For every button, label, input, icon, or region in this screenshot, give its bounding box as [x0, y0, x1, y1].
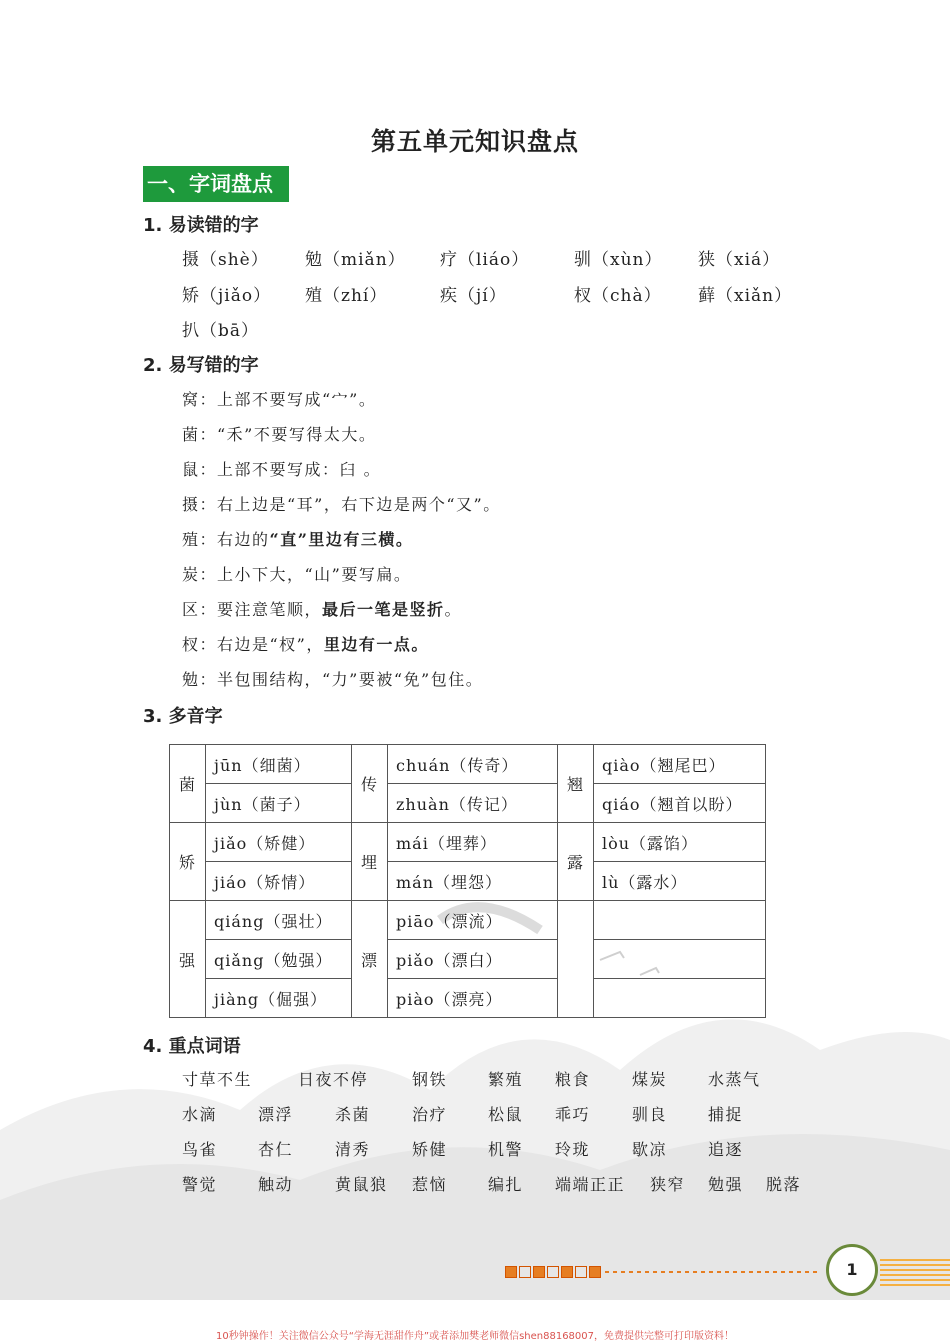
reading-item: 疾（jí） — [440, 286, 507, 306]
page-decoration — [505, 1266, 517, 1278]
poly-reading: qiáo（翘首以盼） — [594, 784, 766, 823]
writing-note: 菌：“禾”不要写得太大。 — [182, 425, 377, 444]
page-number: 1 — [826, 1244, 878, 1296]
poly-char: 露 — [558, 823, 594, 901]
reading-item: 扒（bā） — [182, 321, 260, 341]
key-word: 触动 — [258, 1175, 294, 1194]
reading-item: 摄（shè） — [182, 250, 269, 270]
reading-item: 殖（zhí） — [305, 286, 388, 306]
page-decoration — [880, 1256, 950, 1286]
poly-reading: jiàng（倔强） — [206, 979, 352, 1018]
page-decoration — [547, 1266, 559, 1278]
key-word: 杀菌 — [335, 1105, 371, 1124]
poly-reading: qiáng（强壮） — [206, 901, 352, 940]
key-word: 惹恼 — [412, 1175, 448, 1194]
key-word: 勉强 — [708, 1175, 744, 1194]
poly-char: 埋 — [352, 823, 388, 901]
key-word: 煤炭 — [632, 1070, 668, 1089]
key-word: 脱落 — [766, 1175, 802, 1194]
poly-char: 强 — [170, 901, 206, 1018]
key-word: 端端正正 — [555, 1175, 626, 1194]
key-word: 编扎 — [488, 1175, 524, 1194]
key-word: 机警 — [488, 1140, 524, 1159]
writing-note: 炭：上小下大，“山”要写扁。 — [182, 565, 412, 584]
poly-reading: jùn（菌子） — [206, 784, 352, 823]
reading-item: 藓（xiǎn） — [698, 286, 793, 306]
key-word: 寸草不生 — [182, 1070, 253, 1089]
reading-item: 驯（xùn） — [574, 250, 663, 270]
poly-empty — [594, 979, 766, 1018]
poly-reading: piāo（漂流） — [388, 901, 558, 940]
poly-reading: jiáo（矫情） — [206, 862, 352, 901]
poly-char: 矫 — [170, 823, 206, 901]
key-word: 繁殖 — [488, 1070, 524, 1089]
poly-reading: qiào（翘尾巴） — [594, 745, 766, 784]
reading-item: 杈（chà） — [574, 286, 662, 306]
poly-reading: lù（露水） — [594, 862, 766, 901]
poly-char: 漂 — [352, 901, 388, 1018]
poly-reading: jiǎo（矫健） — [206, 823, 352, 862]
page-title: 第五单元知识盘点 — [370, 127, 579, 156]
page-decoration — [519, 1266, 531, 1278]
subheading-key-words: 4. 重点词语 — [143, 1036, 241, 1057]
page-decoration — [533, 1266, 545, 1278]
key-word: 钢铁 — [412, 1070, 448, 1089]
writing-note: 区：要注意笔顺，最后一笔是竖折。 — [182, 600, 463, 619]
key-word: 驯良 — [632, 1105, 668, 1124]
poly-reading: mái（埋葬） — [388, 823, 558, 862]
reading-item: 疗（liáo） — [440, 250, 530, 270]
key-word: 漂浮 — [258, 1105, 294, 1124]
key-word: 鸟雀 — [182, 1140, 218, 1159]
poly-empty — [594, 940, 766, 979]
writing-note: 殖：右边的“直”里边有三横。 — [182, 530, 414, 549]
writing-note: 杈：右边是“杈”，里边有一点。 — [182, 635, 429, 654]
poly-reading: piào（漂亮） — [388, 979, 558, 1018]
key-word: 歇凉 — [632, 1140, 668, 1159]
key-word: 玲珑 — [555, 1140, 591, 1159]
key-word: 黄鼠狼 — [335, 1175, 388, 1194]
key-word: 水蒸气 — [708, 1070, 761, 1089]
key-word: 追逐 — [708, 1140, 744, 1159]
key-word: 水滴 — [182, 1105, 218, 1124]
poly-reading: lòu（露馅） — [594, 823, 766, 862]
page-decoration — [575, 1266, 587, 1278]
reading-item: 勉（miǎn） — [305, 250, 406, 270]
writing-note: 摄：右上边是“耳”，右下边是两个“又”。 — [182, 495, 501, 514]
subheading-misread: 1. 易读错的字 — [143, 215, 259, 236]
page-decoration — [561, 1266, 573, 1278]
key-word: 警觉 — [182, 1175, 218, 1194]
poly-reading: chuán（传奇） — [388, 745, 558, 784]
key-word: 杏仁 — [258, 1140, 294, 1159]
poly-reading: zhuàn（传记） — [388, 784, 558, 823]
key-word: 乖巧 — [555, 1105, 591, 1124]
key-word: 粮食 — [555, 1070, 591, 1089]
key-word: 治疗 — [412, 1105, 448, 1124]
polyphone-table — [169, 744, 766, 1018]
section-heading: 一、字词盘点 — [143, 166, 289, 202]
poly-empty — [558, 901, 594, 1018]
subheading-miswritten: 2. 易写错的字 — [143, 355, 259, 376]
poly-reading: jūn（细菌） — [206, 745, 352, 784]
poly-empty — [594, 901, 766, 940]
poly-char: 传 — [352, 745, 388, 823]
reading-item: 狭（xiá） — [698, 250, 781, 270]
key-word: 日夜不停 — [298, 1070, 369, 1089]
page-decoration — [605, 1271, 820, 1273]
writing-note: 窝：上部不要写成“宀”。 — [182, 390, 377, 409]
reading-item: 矫（jiǎo） — [182, 286, 272, 306]
key-word: 松鼠 — [488, 1105, 524, 1124]
key-word: 捕捉 — [708, 1105, 744, 1124]
writing-note: 勉：半包围结构，“力”要被“免”包住。 — [182, 670, 484, 689]
writing-note: 鼠：上部不要写成：臼 。 — [182, 460, 382, 479]
page-decoration — [589, 1266, 601, 1278]
footer-note: 10秒钟操作！关注微信公众号“学海无涯甜作舟”或者添加樊老师微信shen88168007，免费提供完整可打印版资料！ — [215, 1331, 735, 1342]
poly-reading: qiǎng（勉强） — [206, 940, 352, 979]
subheading-polyphone: 3. 多音字 — [143, 706, 223, 727]
poly-reading: mán（埋怨） — [388, 862, 558, 901]
poly-char: 菌 — [170, 745, 206, 823]
key-word: 矫健 — [412, 1140, 448, 1159]
poly-char: 翘 — [558, 745, 594, 823]
key-word: 狭窄 — [650, 1175, 686, 1194]
poly-reading: piǎo（漂白） — [388, 940, 558, 979]
key-word: 清秀 — [335, 1140, 371, 1159]
